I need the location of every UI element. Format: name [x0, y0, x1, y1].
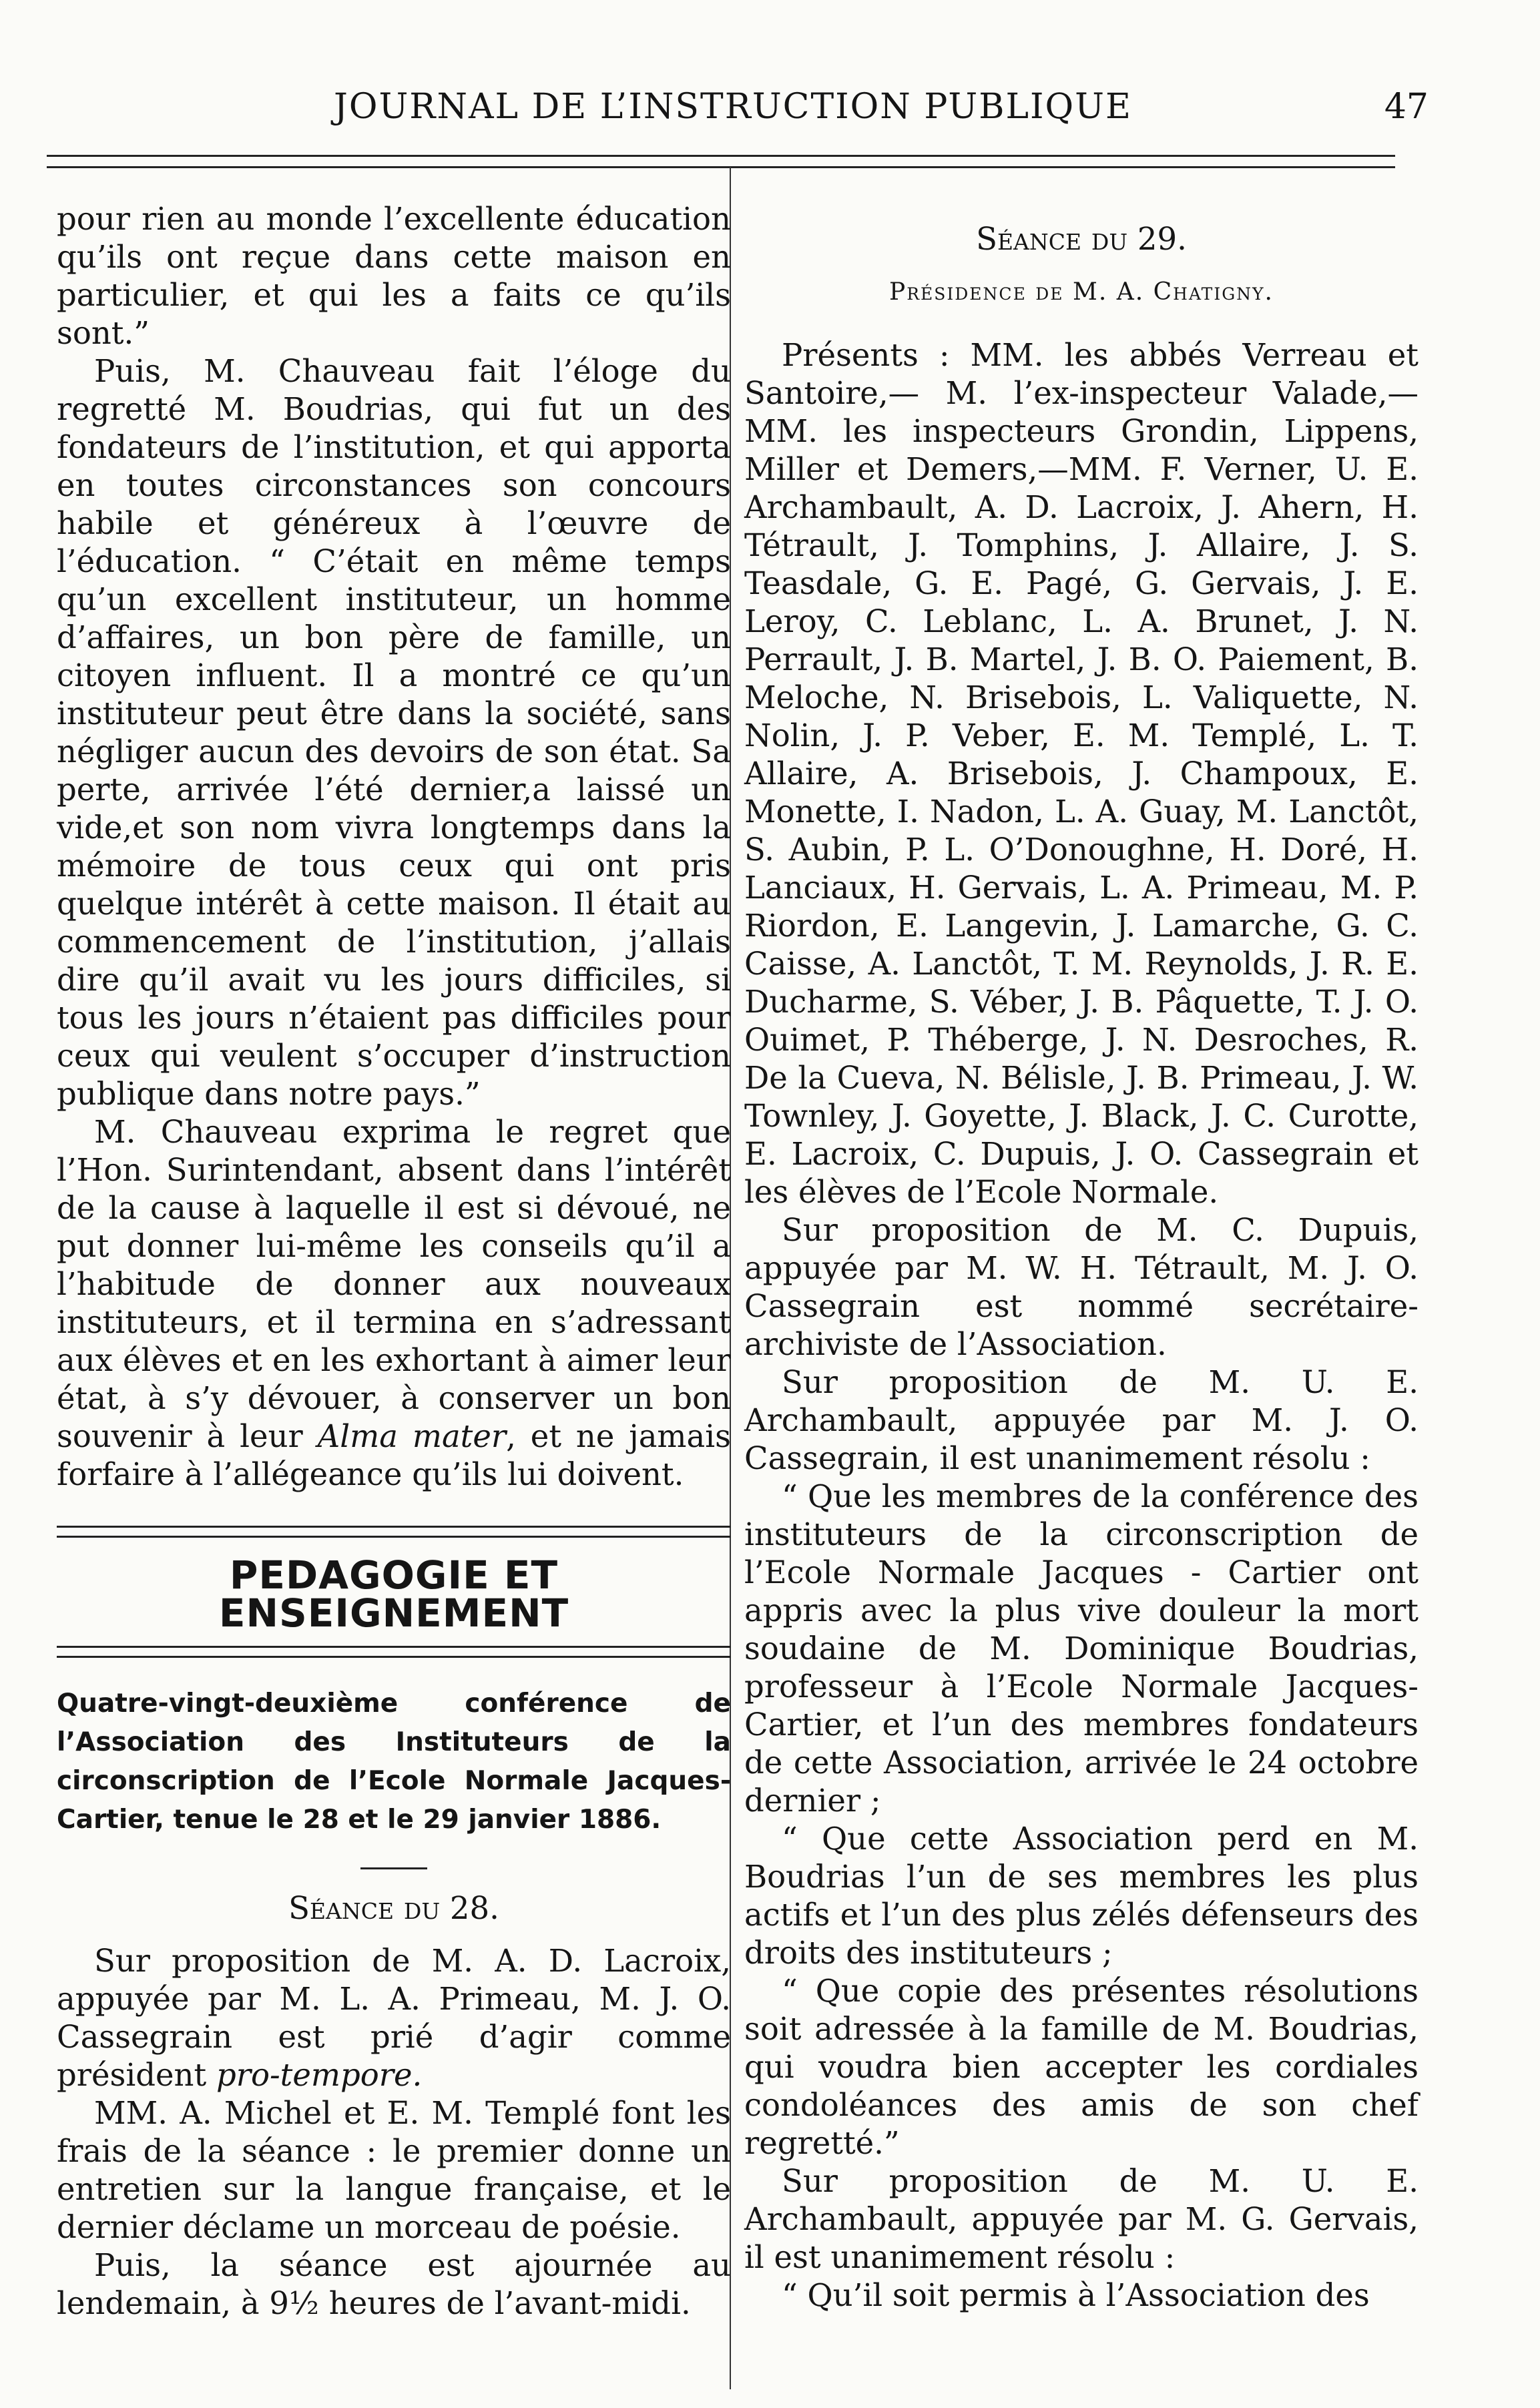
section-rule-top: [57, 1526, 731, 1538]
paragraph: “ Qu’il soit permis à l’Association des: [782, 2277, 1370, 2313]
right-column: [744, 220, 1419, 2315]
paragraph: Sur proposition de M. U. E. Archambault, appuyée par M. G. Gervais, il est unanimement résolu :: [744, 2163, 1419, 2275]
header-rule: [47, 155, 1395, 168]
paragraph: [57, 1942, 731, 2094]
paragraph: MM. A. Michel et E. M. Templé font les frais de la séance : le premier donne un entretien sur la langue française, et le dernier déclame un morceau de poésie.: [57, 2095, 731, 2245]
paragraph: Puis, la séance est ajournée au lendemain, à 9½ heures de l’avant-midi.: [57, 2247, 731, 2321]
running-header: [53, 87, 1429, 140]
paragraph: Présents : MM. les abbés Verreau et Santoire,— M. l’ex-inspecteur Valade,— MM. les inspecteurs Grondin, Lippens, Miller et Demers,—MM. F. Verner, U. E. Archambault, A. D. Lacroix, J. Ahern, H. Tétrault, J. Tomphins, J. Allaire, J. S. Teasdale, G. E. Pagé, G. Gervais, J. E. Leroy, C. Leblanc, L. A. Brunet, J. N. Perrault, J. B. Martel, J. B. O. Paiement, B. Meloche, N. Brisebois, L. Valiquette, N. Nolin, J. P. Veber, E. M. Templé, L. T. Allaire, A. Brisebois, J. Champoux, E. Monette, I. Nadon, L. A. Guay, M. Lanctôt, S. Aubin, P. L. O’Donoughne, H. Doré, H. Lanciaux, H. Gervais, L. A. Primeau, M. P. Riordon, E. Langevin, J. Lamarche, G. C. Caisse, A. Lanctôt, T. M. Reynolds, J. R. E. Ducharme, S. Véber, J. B. Pâquette, T. J. O. Ouimet, P. Théberge, J. N. Desroches, R. De la Cueva, N. Bélisle, J. B. Primeau, J. W. Townley, J. Goyette, J. Black, J. C. Curotte, E. Lacroix, C. Dupuis, J. O. Cassegrain et les élèves de l’Ecole Normale.: [744, 337, 1419, 1210]
italic-text: pro-tempore.: [216, 2057, 423, 2093]
conference-title: Quatre-vingt-deuxième conférence de l’Association des Instituteurs de la circonscription de l’Ecole Normale Jacques-Cartier, tenue le 28 et le 29 janvier 1886.: [57, 1689, 731, 1835]
journal-title: JOURNAL DE L’INSTRUCTION PUBLIQUE: [334, 87, 1132, 127]
paragraph: pour rien au monde l’excellente éducation qu’ils ont reçue dans cette maison en particulier, et qui les a faits ce qu’ils sont.”: [57, 201, 731, 351]
text-run: , et ne jamais forfaire à l’allégeance qu’ils lui doivent.: [57, 1418, 731, 1492]
page-number: 47: [1384, 87, 1429, 127]
italic-text: Alma mater: [317, 1418, 507, 1454]
section-rule-bottom: [57, 1646, 731, 1658]
seance-heading: Séance du 29.: [976, 221, 1187, 257]
text-run: Sur proposition de M. A. D. Lacroix, appuyée par M. L. A. Primeau, M. J. O. Cassegrain est prié d’agir comme président: [57, 1943, 731, 2093]
paragraph: “ Que copie des présentes résolutions soit adressée à la famille de M. Boudrias, qui voudra bien accepter les cordiales condoléances des amis de son chef regretté.”: [744, 1973, 1419, 2161]
text-run: M. Chauveau exprima le regret que l’Hon. Surintendant, absent dans l’intérêt de la cause à laquelle il est si dévoué, ne put donner lui-même les conseils qu’il a l’habitude de donner aux nouveaux instituteurs, et il termina en s’adressant aux élèves et en les exhortant à aimer leur état, à s’y dévouer, à conserver un bon souvenir à leur: [57, 1114, 731, 1454]
paragraph: “ Que cette Association perd en M. Boudrias l’un de ses membres les plus actifs et l’un des plus zélés défenseurs des droits des instituteurs ;: [744, 1821, 1419, 1971]
paragraph: Sur proposition de M. U. E. Archambault, appuyée par M. J. O. Cassegrain, il est unanimement résolu :: [744, 1364, 1419, 1476]
seance-heading: Séance du 28.: [288, 1890, 499, 1926]
paragraph: Sur proposition de M. C. Dupuis, appuyée par M. W. H. Tétrault, M. J. O. Cassegrain est nommé secrétaire-archiviste de l’Association.: [744, 1212, 1419, 1362]
short-rule: [360, 1867, 427, 1869]
paragraph: [57, 1113, 731, 1494]
paragraph: Puis, M. Chauveau fait l’éloge du regretté M. Boudrias, qui fut un des fondateurs de l’institution, et qui apporta en toutes circonstances son concours habile et généreux à l’œuvre de l’éducation. “ C’était en même temps qu’un excellent instituteur, un homme d’affaires, un bon père de famille, un citoyen influent. Il a montré ce qu’un instituteur peut être dans la société, sans négliger aucun des devoirs de son état. Sa perte, arrivée l’été dernier,a laissé un vide,et son nom vivra longtemps dans la mémoire de tous ceux qui ont pris quelque intérêt à cette maison. Il était au commencement de l’institution, j’allais dire qu’il avait vu les jours difficiles, si tous les jours n’étaient pas difficiles pour ceux qui veulent s’occuper d’instruction publique dans notre pays.”: [57, 353, 731, 1112]
section-title: PEDAGOGIE ET ENSEIGNEMENT: [218, 1552, 569, 1636]
presidence-line: Présidence de M. A. Chatigny.: [888, 278, 1274, 306]
left-column: [57, 200, 731, 2323]
paragraph: “ Que les membres de la conférence des instituteurs de la circonscription de l’Ecole Normale Jacques - Cartier ont appris avec la plus vive douleur la mort soudaine de M. Dominique Boudrias, professeur à l’Ecole Normale Jacques-Cartier, et l’un des membres fondateurs de cette Association, arrivée le 24 octobre dernier ;: [744, 1478, 1419, 1819]
